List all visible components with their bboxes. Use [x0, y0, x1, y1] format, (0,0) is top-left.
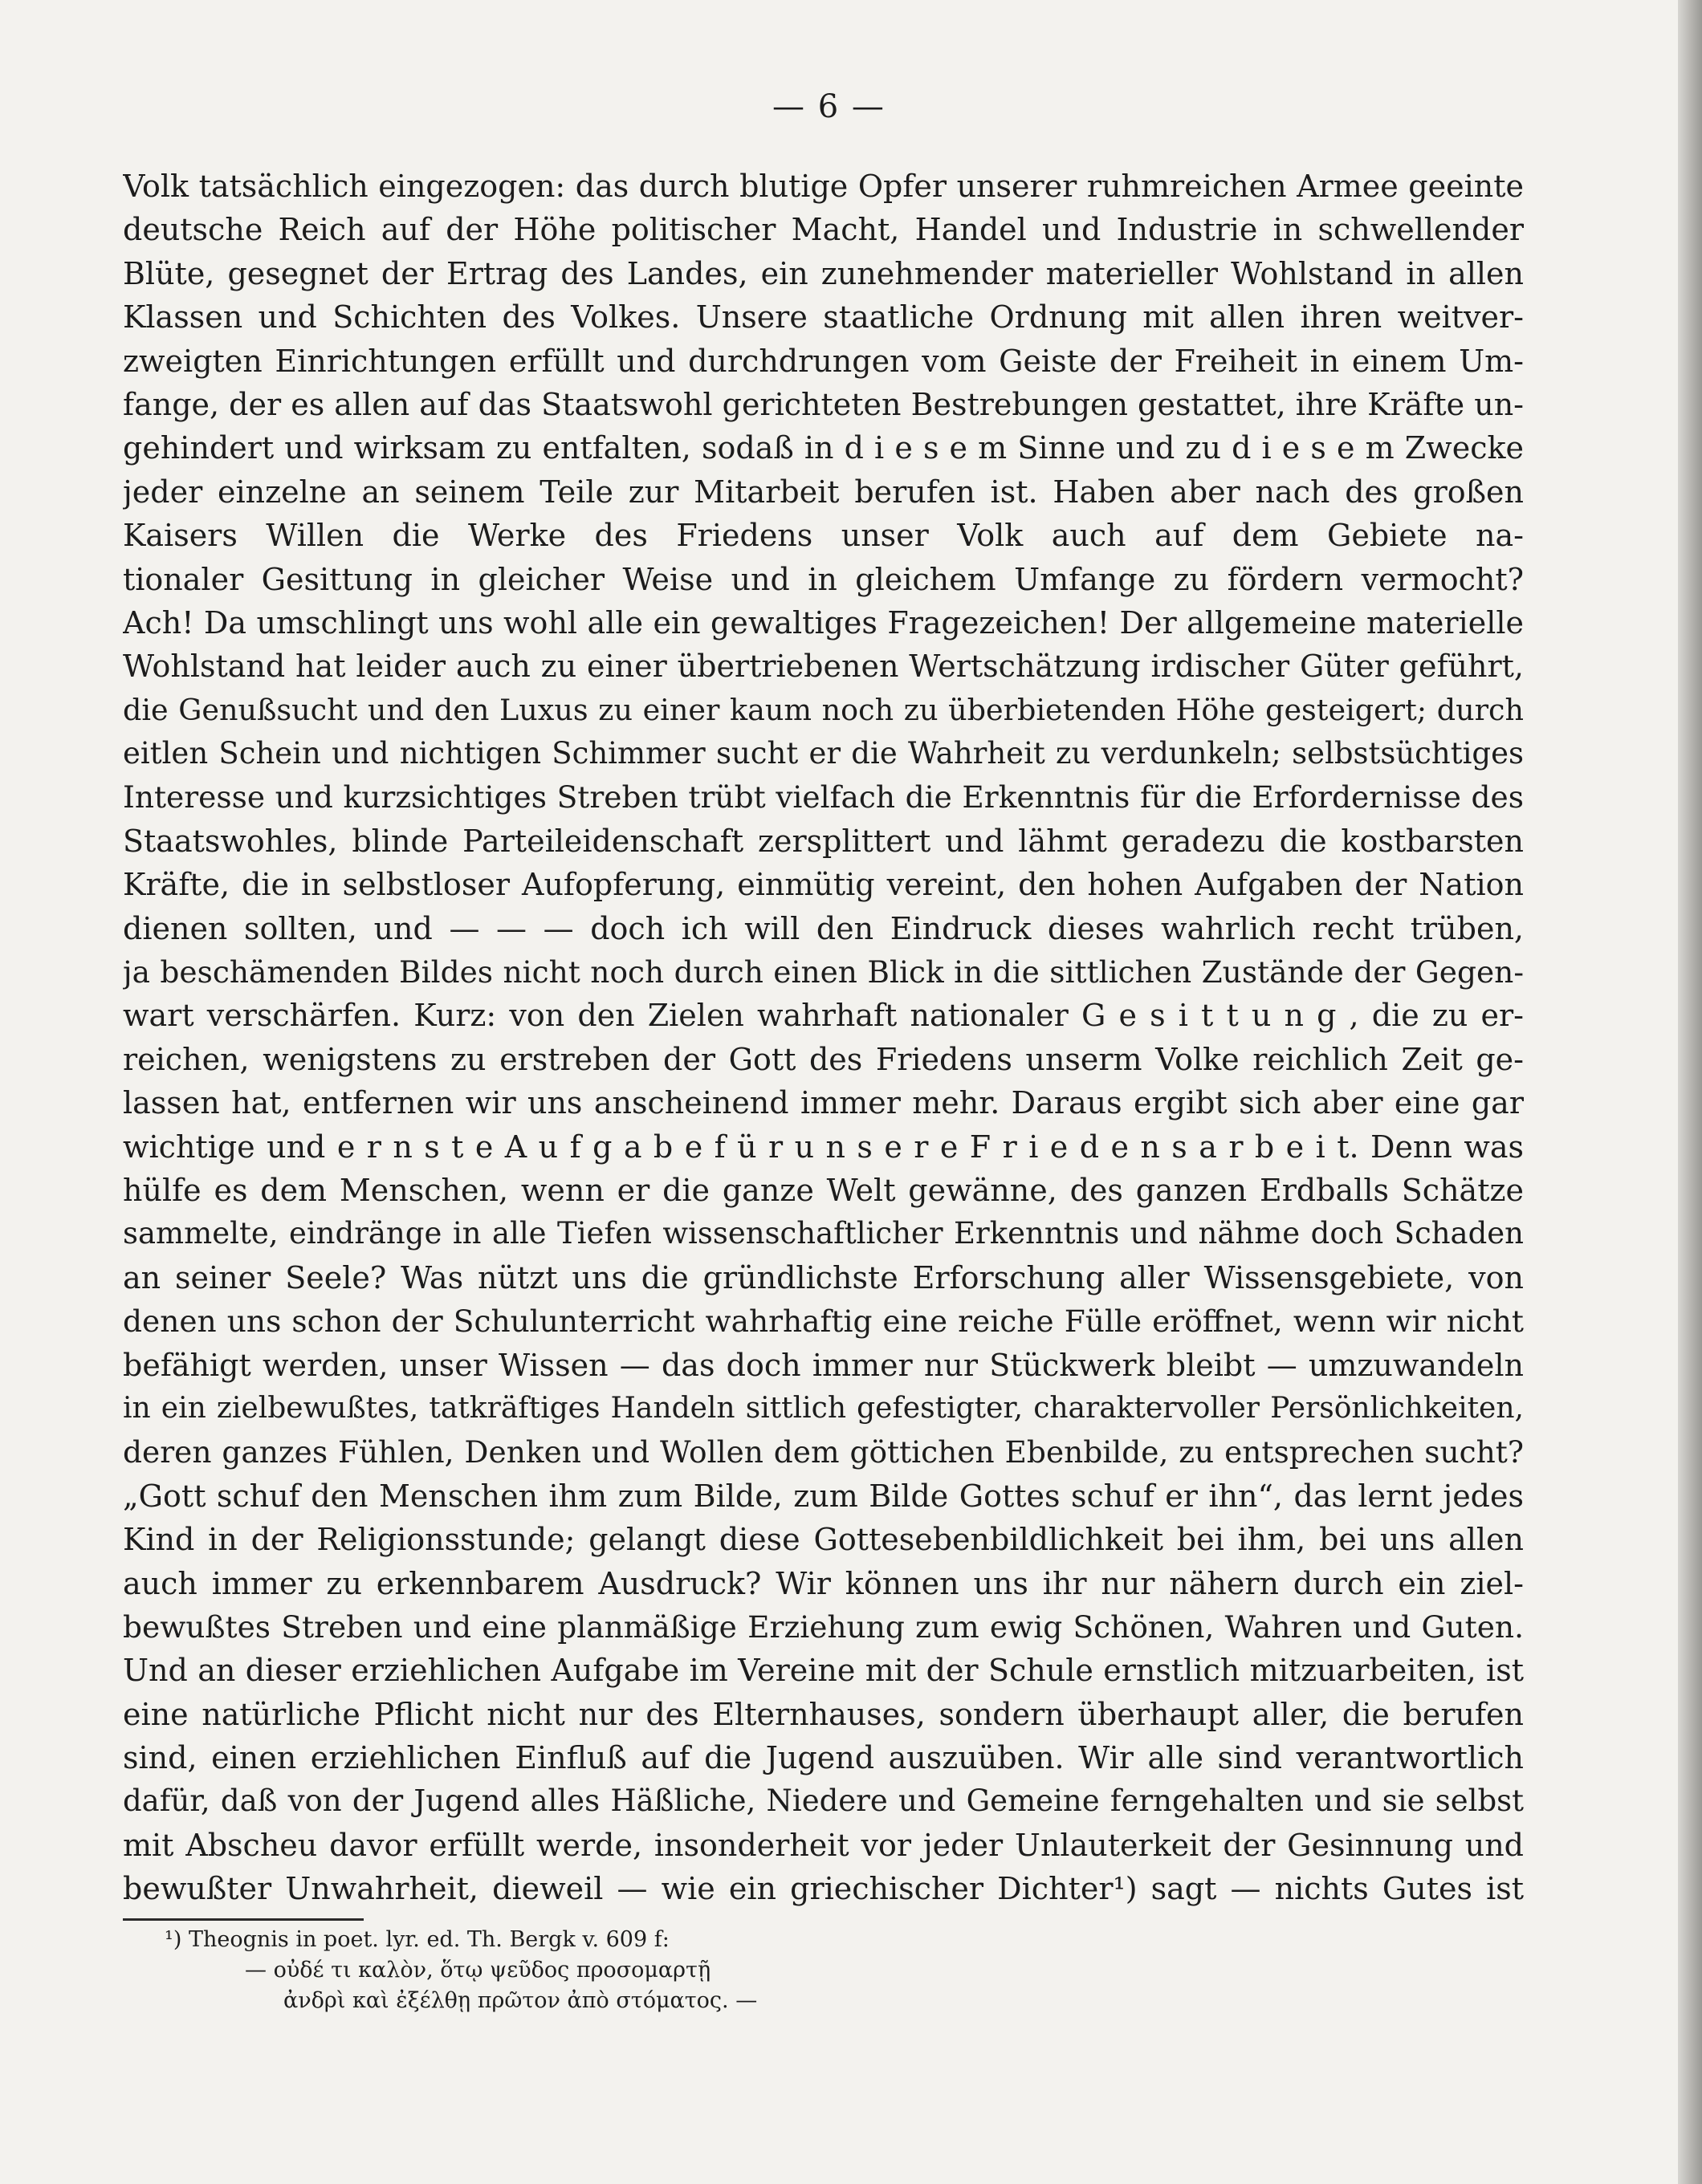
text-line: auch immer zu erkennbarem Ausdruck? Wir können uns ihr nur nähern durch ein ziel- — [123, 1565, 1524, 1601]
text-line: Interesse und kurzsichtiges Streben trübt vielfach die Erkenntnis für die Erfordernisse des — [123, 779, 1524, 815]
text-line: wart verschärfen. Kurz: von den Zielen wahrhaft nationaler G e s i t t u n g , die zu er- — [123, 998, 1524, 1034]
text-line: Kräfte, die in selbstloser Aufopferung, einmütig vereint, den hohen Aufgaben der Nation — [123, 867, 1524, 903]
footnote-greek-verse: — οὐδέ τι καλὸν, ὅτῳ ψεῦδος προσομαρτῇ — [245, 1958, 711, 1983]
text-line: Klassen und Schichten des Volkes. Unsere staatliche Ordnung mit allen ihren weitver- — [123, 299, 1524, 336]
footnote-greek-verse: ἀνδρὶ καὶ ἐξέλθῃ πρῶτον ἀπὸ στόματος. — — [283, 1988, 758, 2013]
text-line: deutsche Reich auf der Höhe politischer Macht, Handel und Industrie in schwellender — [123, 212, 1524, 248]
text-line: eine natürliche Pflicht nicht nur des Elternhauses, sondern überhaupt aller, die berufen — [123, 1696, 1524, 1732]
text-line: reichen, wenigstens zu erstreben der Gott des Friedens unserm Volke reichlich Zeit ge- — [123, 1041, 1524, 1077]
text-line: dafür, daß von der Jugend alles Häßliche, Niedere und Gemeine ferngehalten und sie selbst — [123, 1783, 1524, 1819]
text-line: sammelte, eindränge in alle Tiefen wissenschaftlicher Erkenntnis und nähme doch Schaden — [123, 1216, 1524, 1251]
text-line: eitlen Schein und nichtigen Schimmer sucht er die Wahrheit zu verdunkeln; selbstsüchtiges — [123, 736, 1524, 771]
text-line: hülfe es dem Menschen, wenn er die ganze Welt gewänne, des ganzen Erdballs Schätze — [123, 1172, 1524, 1208]
footnote-citation: ¹) Theognis in poet. lyr. ed. Th. Bergk v. 609 f: — [165, 1927, 670, 1952]
text-line: in ein zielbewußtes, tatkräftiges Handeln sittlich gefestigter, charaktervoller Persönlichkeiten, — [123, 1391, 1524, 1425]
text-line: mit Abscheu davor erfüllt werde, insonderheit vor jeder Unlauterkeit der Gesinnung und — [123, 1827, 1524, 1863]
footnote-divider — [123, 1918, 364, 1921]
scan-edge-shadow — [1678, 0, 1702, 2184]
text-line: die Genußsucht und den Luxus zu einer kaum noch zu überbietenden Höhe gesteigert; durch — [123, 692, 1524, 727]
text-line: fange, der es allen auf das Staatswohl gerichteten Bestrebungen gestattet, ihre Kräfte un- — [123, 386, 1524, 422]
text-line: befähigt werden, unser Wissen — das doch immer nur Stückwerk bleibt — umzuwandeln — [123, 1347, 1524, 1383]
text-line: gehindert und wirksam zu entfalten, sodaß in d i e s e m Sinne und zu d i e s e m Zwecke — [123, 430, 1524, 466]
text-line: Volk tatsächlich eingezogen: das durch blutige Opfer unserer ruhmreichen Armee geeinte — [123, 169, 1524, 204]
text-line: Ach! Da umschlingt uns wohl alle ein gewaltiges Fragezeichen! Der allgemeine materielle — [123, 604, 1524, 641]
text-line: ja beschämenden Bildes nicht noch durch einen Blick in die sittlichen Zustände der Gegen- — [123, 954, 1524, 990]
footnote — [165, 1925, 757, 2016]
text-line: wichtige und e r n s t e A u f g a b e f ü r u n s e r e F r i e d e n s a r b e i t. Denn was — [123, 1129, 1524, 1165]
text-line: zweigten Einrichtungen erfüllt und durchdrungen vom Geiste der Freiheit in einem Um- — [123, 343, 1524, 379]
text-line: bewußtes Streben und eine planmäßige Erziehung zum ewig Schönen, Wahren und Guten. — [123, 1609, 1524, 1645]
text-line: deren ganzes Fühlen, Denken und Wollen dem göttichen Ebenbilde, zu entsprechen sucht? — [123, 1434, 1524, 1470]
text-line: an seiner Seele? Was nützt uns die gründlichste Erforschung aller Wissensgebiete, von — [123, 1259, 1524, 1295]
body-text — [123, 165, 1524, 1911]
page-number: — 6 — — [772, 88, 886, 125]
text-line: Staatswohles, blinde Parteileidenschaft zersplittert und lähmt geradezu die kostbarsten — [123, 823, 1524, 859]
text-line: Kaisers Willen die Werke des Friedens unser Volk auch auf dem Gebiete na- — [123, 518, 1524, 554]
text-line: lassen hat, entfernen wir uns anscheinend immer mehr. Daraus ergibt sich aber eine gar — [123, 1085, 1524, 1121]
text-line: jeder einzelne an seinem Teile zur Mitarbeit berufen ist. Haben aber nach des großen — [123, 474, 1524, 510]
text-line: sind, einen erziehlichen Einfluß auf die Jugend auszuüben. Wir alle sind verantwortlich — [123, 1740, 1524, 1776]
text-line: „Gott schuf den Menschen ihm zum Bilde, zum Bilde Gottes schuf er ihn“, das lernt jedes — [123, 1478, 1524, 1514]
text-line: Und an dieser erziehlichen Aufgabe im Vereine mit der Schule ernstlich mitzuarbeiten, ist — [123, 1653, 1524, 1689]
text-line: dienen sollten, und — — — doch ich will den Eindruck dieses wahrlich recht trüben, — [123, 910, 1524, 946]
text-line: Kind in der Religionsstunde; gelangt diese Gottesebenbildlichkeit bei ihm, bei uns allen — [123, 1522, 1524, 1558]
text-line: tionaler Gesittung in gleicher Weise und in gleichem Umfange zu fördern vermocht? — [123, 561, 1524, 597]
text-line: Wohlstand hat leider auch zu einer übertriebenen Wertschätzung irdischer Güter geführt, — [123, 649, 1524, 685]
text-line: Blüte, gesegnet der Ertrag des Landes, ein zunehmender materieller Wohlstand in allen — [123, 255, 1524, 291]
text-line: bewußter Unwahrheit, dieweil — wie ein griechischer Dichter¹) sagt — nichts Gutes ist — [123, 1871, 1524, 1907]
text-line: denen uns schon der Schulunterricht wahrhaftig eine reiche Fülle eröffnet, wenn wir nicht — [123, 1303, 1524, 1340]
